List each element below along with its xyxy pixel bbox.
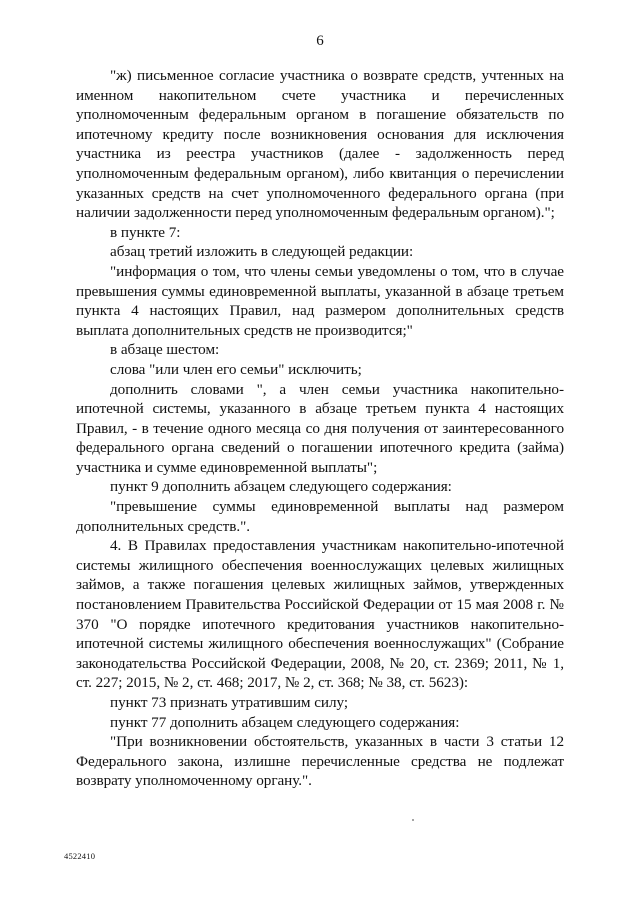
document-body <box>76 66 564 791</box>
paragraph-section-4: 4. В Правилах предоставления участникам накопительно-ипотечной системы жилищного обеспечения военнослужащих целевых жилищных займов, а также погашения целевых жилищных займов, утвержденных постановлением Правительства Российской Федерации от 15 мая 2008 г. № 370 "О порядке ипотечного кредитования участников накопительно-ипотечной системы жилищного обеспечения военнослужащих" (Собрание законодательства Российской Федерации, 2008, № 20, ст. 2369; 2011, № 1, ст. 227; 2015, № 2, ст. 468; 2017, № 2, ст. 368; № 38, ст. 5623): <box>76 537 564 692</box>
paragraph-point-77: пункт 77 дополнить абзацем следующего содержания: <box>110 713 460 731</box>
page-number: 6 <box>316 33 324 49</box>
paragraph-excess-payment: "превышение суммы единовременной выплаты над размером дополнительных средств.". <box>76 498 564 535</box>
scan-artifact <box>412 819 414 821</box>
paragraph-point-7: в пункте 7: <box>110 223 181 241</box>
paragraph-exclude-words: слова "или член его семьи" исключить; <box>110 360 362 378</box>
footer-document-code: 4522410 <box>64 851 96 861</box>
paragraph-point-73: пункт 73 признать утратившим силу; <box>110 694 349 711</box>
paragraph-circumstances: "При возникновении обстоятельств, указанных в части 3 статьи 12 Федерального закона, излишне перечисленные средства не подлежат возврату уполномоченному органу.". <box>76 733 564 790</box>
paragraph-family-notice: "информация о том, что члены семьи уведомлены о том, что в случае превышения суммы единовременной выплаты, указанной в абзаце третьем пункта 4 настоящих Правил, над размером дополнительных средств выплата дополнительных средств не производится;" <box>76 262 564 339</box>
paragraph-sixth-abzac: в абзаце шестом: <box>110 341 220 359</box>
paragraph-third-abzac: абзац третий изложить в следующей редакции: <box>110 243 414 261</box>
paragraph-point-9: пункт 9 дополнить абзацем следующего содержания: <box>110 478 452 496</box>
paragraph-add-words: дополнить словами ", а член семьи участника накопительно-ипотечной системы, указанного в абзаце третьем пункта 4 настоящих Правил, - в течение одного месяца со дня получения от заинтересованного федерального органа сведений о погашении ипотечного кредита (займа) участника и сумме единовременной выплаты"; <box>76 380 564 476</box>
paragraph-consent: "ж) письменное согласие участника о возврате средств, учтенных на именном накопительном счете участника и перечисленных уполномоченным федеральным органом в погашение обязательств по ипотечному кредиту после возникновения основания для исключения участника из реестра участников (далее - задолженность перед уполномоченным федеральным органом), либо квитанция о перечислении указанных средств на счет уполномоченного федерального органа (при наличии задолженности перед уполномоченным федеральным органом)."; <box>76 67 564 222</box>
